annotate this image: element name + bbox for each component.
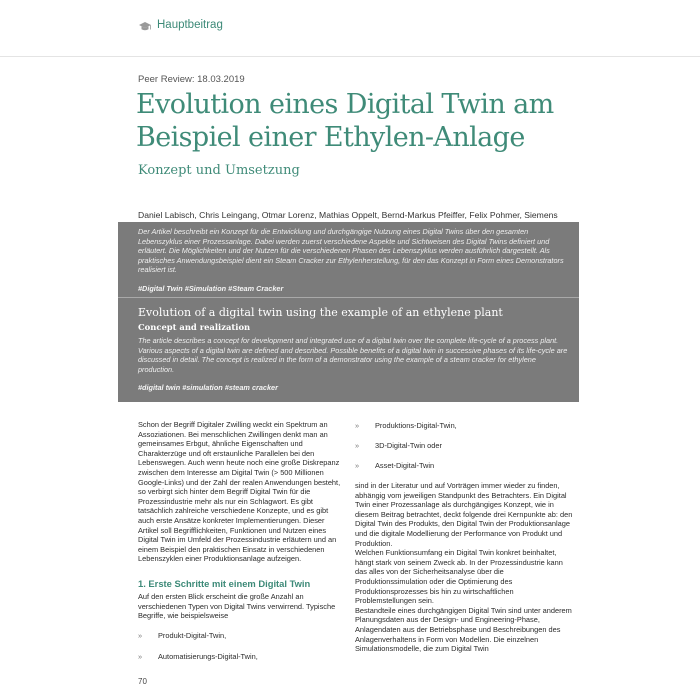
right-column-text xyxy=(355,481,575,654)
page-number: 70 xyxy=(138,677,147,686)
section-heading: 1. Erste Schritte mit einem Digital Twin xyxy=(138,578,311,589)
list-item: » Asset-Digital-Twin xyxy=(355,461,435,470)
section-intro-paragraph: Auf den ersten Blick erscheint die große Anzahl an verschiedenen Typen von Digital Twins verwirrend. Typische Begriffe, wie beispielsweise xyxy=(138,592,336,621)
page-header xyxy=(0,0,700,57)
section-label: Hauptbeitrag xyxy=(157,19,223,31)
intro-paragraph: Schon der Begriff Digitaler Zwilling weckt ein Spektrum an Assoziationen. Bei menschlichen Zwillingen denkt man an gemeinsames Erbgut, ähnliche Eigenschaften und Charakterzüge und oft erstaunliche Parallelen bei den Lebenswegen. Auch wenn heute noch eine große Diskrepanz zwischen dem Interesse am Digital Twin (> 500 Millionen Google-Links) und der Zahl der realen Anwendungen besteht, so verbirgt sich hinter dem Begriff Digital Twin für die Prozessindustrie mehr als nur ein Schlagwort. Es gibt tatsächlich zahlreiche verschiedene Konzepte, und es gibt auch erste Ansätze konkreter Implementierungen. Dieser Artikel soll Begrifflichkeiten, Funktionen und Nutzen eines Digital Twin im Umfeld der Prozessindustrie erläutern und an einem Beispiel den praktischen Einsatz in verschiedenen Lebenszyklen einer Produktionsanlage aufzeigen. xyxy=(138,420,341,564)
body-paragraph: Welchen Funktionsumfang ein Digital Twin konkret beinhaltet, hängt stark von seinem Zweck ab. In der Prozessindustrie kann das alles von der Sicherheitsanalyse über die Produktionssimulation oder die Optimierung des Produktionsprozesses bis hin zu wirtschaftlichen Problemstellungen sein. xyxy=(355,548,563,606)
keyword-tags-german: #Digital Twin #Simulation #Steam Cracker xyxy=(138,284,284,293)
list-item: » Produktions-Digital-Twin, xyxy=(355,421,457,430)
list-item: » Automatisierungs-Digital-Twin, xyxy=(138,652,258,661)
article-subtitle: Konzept und Umsetzung xyxy=(138,163,300,178)
english-title: Evolution of a digital twin using the example of an ethylene plant xyxy=(138,306,503,319)
body-paragraph: sind in der Literatur und auf Vorträgen immer wieder zu finden, abhängig vom jeweiligen Standpunkt des Betrachters. Ein Digital Twin einer Prozessanlage als durchgängiges Konzept, wie in diesem Beitrag betrachtet, deckt folgende drei Kernpunkte ab: den Digital Twin des Produkts, den Digital Twin der Produktionsanlage und die digitale Modellierung der Performance von Produkt und Produktion. xyxy=(355,481,573,548)
abstract-german: Der Artikel beschreibt ein Konzept für die Entwicklung und durchgängige Nutzung eines Digital Twins über den gesamten Lebenszyklus einer Prozessanlage. Dabei werden zuerst verschiedene Aspekte und Sichtweisen des Digital Twins definiert und erläutert. Die Möglichkeiten und der Nutzen für die verschiedenen Phasen des Lebenszyklus werden ausführlich dargestellt. Als praktisches Anwendungsbeispiel dient ein Steam Cracker zur Ethylenherstellung, für den das Konzept in Form eines Demonstrators realisiert ist. xyxy=(138,227,564,274)
peer-review-date: Peer Review: 18.03.2019 xyxy=(138,74,245,85)
article-title: Evolution eines Digital Twin am Beispiel einer Ethylen-Anlage xyxy=(136,89,554,153)
body-paragraph: Bestandteile eines durchgängigen Digital Twin sind unter anderem Planungsdaten aus der Design- und Engineering-Phase, Anlagendaten aus der Betriebsphase und Beschreibungen des Anlagenverhaltens in Form von Modellen. Die einzelnen Simulationsmodelle, die zum Digital Twin xyxy=(355,605,572,654)
list-item: » 3D-Digital-Twin oder xyxy=(355,441,442,450)
abstract-divider xyxy=(118,297,579,298)
keyword-tags-english: #digital twin #simulation #steam cracker xyxy=(138,383,278,392)
graduation-cap-icon xyxy=(138,21,152,33)
list-item: » Produkt-Digital-Twin, xyxy=(138,631,227,640)
author-list: Daniel Labisch, Chris Leingang, Otmar Lorenz, Mathias Oppelt, Bernd-Markus Pfeiffer, Felix Pohmer, Siemens xyxy=(138,210,558,220)
abstract-english: The article describes a concept for development and integrated use of a digital twin over the complete life-cycle of a process plant. Various aspects of a digital twin are defined and described. Possible benefits of a digital twin in successive phases of its life-cycle are discussed in detail. The concept is realized in the form of a demonstrator using the example of a steam cracker for ethylene production. xyxy=(138,336,568,374)
english-subtitle: Concept and realization xyxy=(138,322,251,332)
